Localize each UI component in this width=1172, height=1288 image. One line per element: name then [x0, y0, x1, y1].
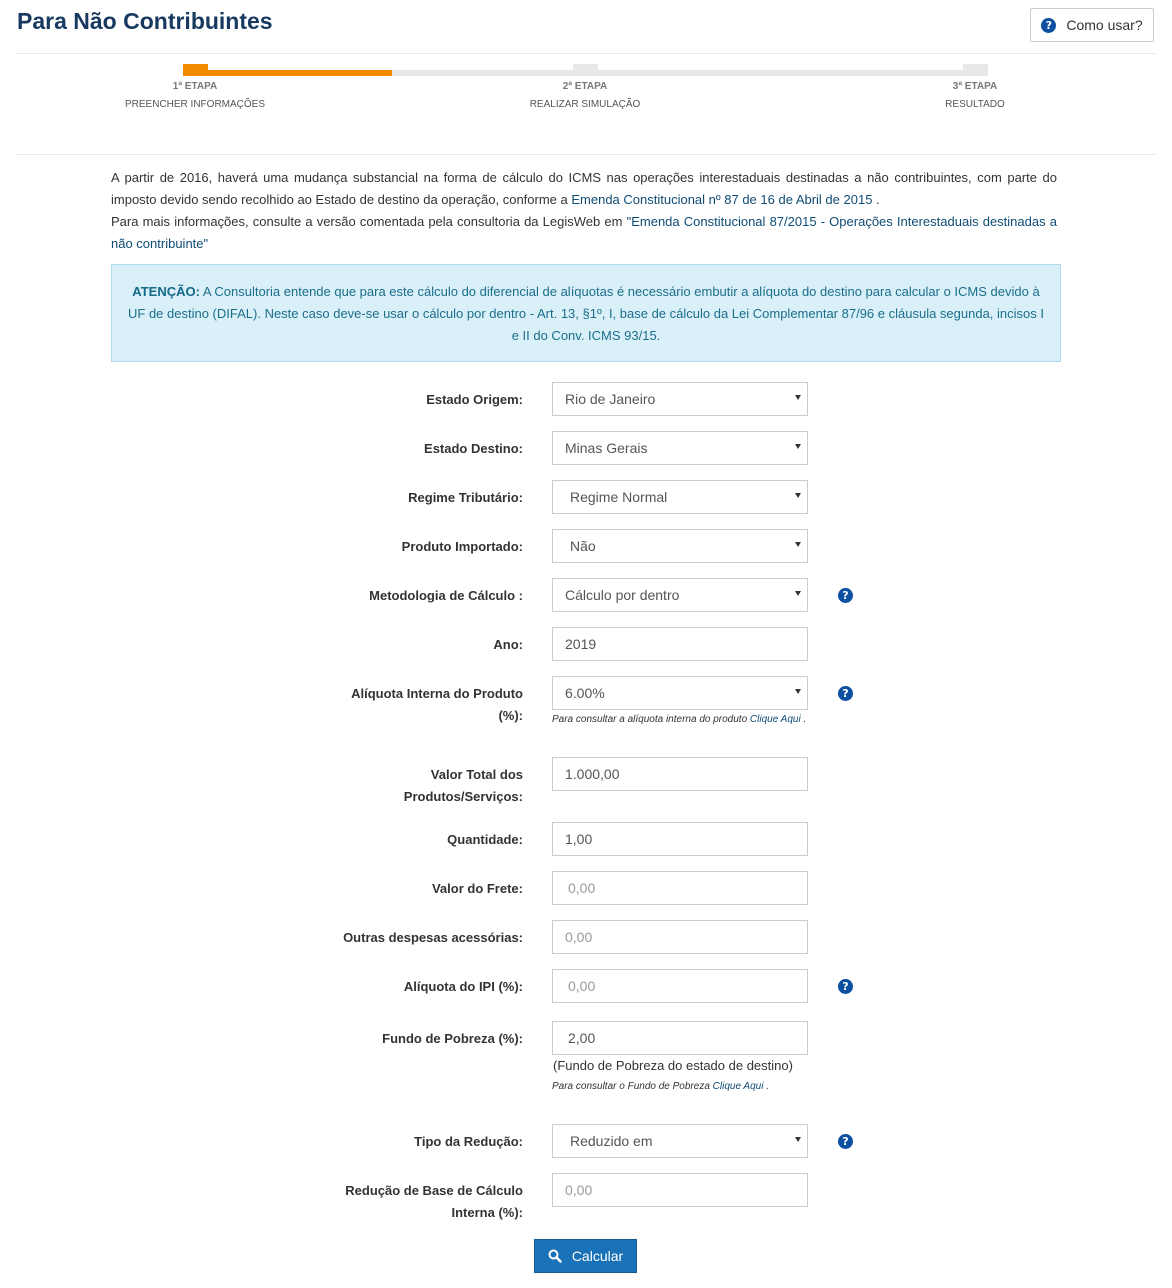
fundo-clique-aqui-link[interactable]: Clique Aqui	[712, 1081, 764, 1092]
importado-value: Não	[570, 538, 596, 554]
calcular-label: Calcular	[571, 1248, 624, 1264]
ipi-input[interactable]	[552, 969, 808, 1003]
attention-alert	[111, 264, 1061, 362]
metodologia-select[interactable]	[552, 578, 808, 612]
tipo-reducao-label: Tipo da Redução:	[414, 1134, 523, 1149]
tipo-reducao-value: Reduzido em	[570, 1133, 653, 1149]
step-1-number: 1ª ETAPA	[172, 81, 218, 92]
estado-origem-label: Estado Origem:	[426, 392, 523, 407]
frete-label: Valor do Frete:	[431, 881, 523, 896]
step-3	[875, 81, 1075, 110]
step-1	[95, 81, 295, 110]
caret-down-icon	[795, 493, 801, 498]
importado-select[interactable]	[552, 529, 808, 563]
estado-destino-label: Estado Destino:	[424, 441, 523, 456]
outras-placeholder: 0,00	[565, 929, 593, 945]
fundo-pobreza-input[interactable]	[552, 1021, 808, 1055]
como-usar-button[interactable]	[1030, 8, 1154, 42]
valor-total-label-l1: Valor Total dos	[430, 767, 523, 782]
step-2-number: 2ª ETAPA	[562, 81, 608, 92]
ipi-help-icon[interactable]: ?	[838, 979, 853, 994]
intro-text	[111, 167, 1057, 255]
fundo-note-text: Para consultar o Fundo de Pobreza	[552, 1081, 713, 1092]
regime-select[interactable]	[552, 480, 808, 514]
caret-down-icon	[795, 542, 801, 547]
steps-progress-fill	[183, 70, 392, 76]
estado-destino-select[interactable]	[552, 431, 808, 465]
reducao-base-label	[323, 1180, 523, 1224]
search-icon	[548, 1249, 562, 1263]
quantidade-value: 1,00	[565, 831, 593, 847]
step-3-number: 3ª ETAPA	[952, 81, 998, 92]
ec87-link[interactable]: Emenda Constitucional nº 87 de 16 de Abril de 2015	[571, 192, 873, 207]
caret-down-icon	[795, 395, 801, 400]
step-1-marker	[183, 64, 208, 76]
fundo-pobreza-value: 2,00	[568, 1030, 596, 1046]
aliquota-interna-select[interactable]	[552, 676, 808, 710]
aliquota-interna-value: 6.00%	[565, 685, 605, 701]
fundo-pobreza-label: Fundo de Pobreza (%):	[382, 1031, 523, 1046]
regime-value: Regime Normal	[570, 489, 668, 505]
step-2-marker	[573, 64, 598, 76]
fundo-pobreza-note	[552, 1081, 769, 1092]
valor-total-input[interactable]	[552, 757, 808, 791]
estado-destino-value: Minas Gerais	[565, 440, 648, 456]
aliquota-note-end: .	[800, 714, 807, 725]
legisweb-link[interactable]: "Emenda Constitucional 87/2015 - Operações Interestaduais destinadas a não contribuinte"	[111, 214, 1057, 251]
valor-total-label-l2: Produtos/Serviços:	[403, 789, 523, 804]
tipo-reducao-help-icon[interactable]: ?	[838, 1134, 853, 1149]
intro-p1: A partir de 2016, haverá uma mudança substancial na forma de cálculo do ICMS nas operações interestaduais destinadas a não contribuintes, com parte do imposto devido sendo recolhido ao Estado de destino da operação, conforme a	[111, 170, 1057, 207]
reducao-base-input[interactable]	[552, 1173, 808, 1207]
reducao-base-label-l1: Redução de Base de Cálculo	[345, 1183, 523, 1198]
importado-label: Produto Importado:	[401, 539, 523, 554]
ano-input[interactable]	[552, 627, 808, 661]
quantidade-input[interactable]	[552, 822, 808, 856]
ano-label: Ano:	[493, 637, 523, 652]
caret-down-icon	[795, 689, 801, 694]
estado-origem-value: Rio de Janeiro	[565, 391, 656, 407]
step-2-label: REALIZAR SIMULAÇÃO	[529, 99, 641, 110]
step-2	[485, 81, 685, 110]
aliquota-help-icon[interactable]: ?	[838, 686, 853, 701]
step-3-marker	[963, 64, 988, 76]
aliquota-interna-label: Alíquota Interna do Produto (%):	[351, 686, 523, 723]
frete-placeholder: 0,00	[568, 880, 596, 896]
step-3-label: RESULTADO	[945, 99, 1005, 110]
outras-label: Outras despesas acessórias:	[343, 930, 523, 945]
calcular-button[interactable]	[534, 1239, 637, 1273]
steps-progress-track	[183, 70, 988, 76]
fundo-note-end: .	[763, 1081, 769, 1092]
valor-total-value: 1.000,00	[565, 766, 620, 782]
tipo-reducao-select[interactable]	[552, 1124, 808, 1158]
estado-origem-select[interactable]	[552, 382, 808, 416]
caret-down-icon	[795, 591, 801, 596]
ipi-placeholder: 0,00	[568, 978, 596, 994]
metodologia-value: Cálculo por dentro	[565, 587, 680, 603]
quantidade-label: Quantidade:	[447, 832, 523, 847]
metodologia-help-icon[interactable]: ?	[838, 588, 853, 603]
step-1-label: PREENCHER INFORMAÇÕES	[124, 99, 265, 110]
divider-top	[16, 53, 1157, 54]
fundo-pobreza-subnote: (Fundo de Pobreza do estado de destino)	[553, 1058, 793, 1073]
regime-label: Regime Tributário:	[408, 490, 523, 505]
aliquota-clique-aqui-link[interactable]: Clique Aqui	[749, 714, 801, 725]
page-title: Para Não Contribuintes	[17, 8, 273, 34]
intro-p1-end: .	[872, 192, 880, 207]
metodologia-label: Metodologia de Cálculo :	[369, 588, 523, 603]
intro-p2: Para mais informações, consulte a versão comentada pela consultoria da LegisWeb em	[111, 214, 627, 229]
reducao-base-placeholder: 0,00	[565, 1182, 593, 1198]
aliquota-note-text: Para consultar a alíquota interna do produto	[552, 714, 750, 725]
divider-steps	[16, 154, 1157, 155]
frete-input[interactable]	[552, 871, 808, 905]
outras-input[interactable]	[552, 920, 808, 954]
aliquota-note	[552, 714, 806, 725]
ano-value: 2019	[565, 636, 597, 652]
reducao-base-label-l2: Interna (%):	[451, 1205, 523, 1220]
valor-total-label	[323, 764, 523, 808]
ipi-label: Alíquota do IPI (%):	[403, 979, 523, 994]
alert-text: A Consultoria entende que para este cálculo do diferencial de alíquotas é necessário embutir a alíquota do destino para calcular o ICMS devido à UF de destino (DIFAL). Neste caso deve-se usar o cálculo por dentro - Art. 13, §1º, I, base de cálculo da Lei Complementar 87/96 e cláusula segunda, incisos I e II do Conv. ICMS 93/15.	[128, 284, 1044, 343]
alert-strong: ATENÇÃO:	[132, 284, 200, 299]
question-icon: ?	[1041, 18, 1056, 33]
caret-down-icon	[795, 1137, 801, 1142]
como-usar-label: Como usar?	[1066, 17, 1143, 33]
caret-down-icon	[795, 444, 801, 449]
